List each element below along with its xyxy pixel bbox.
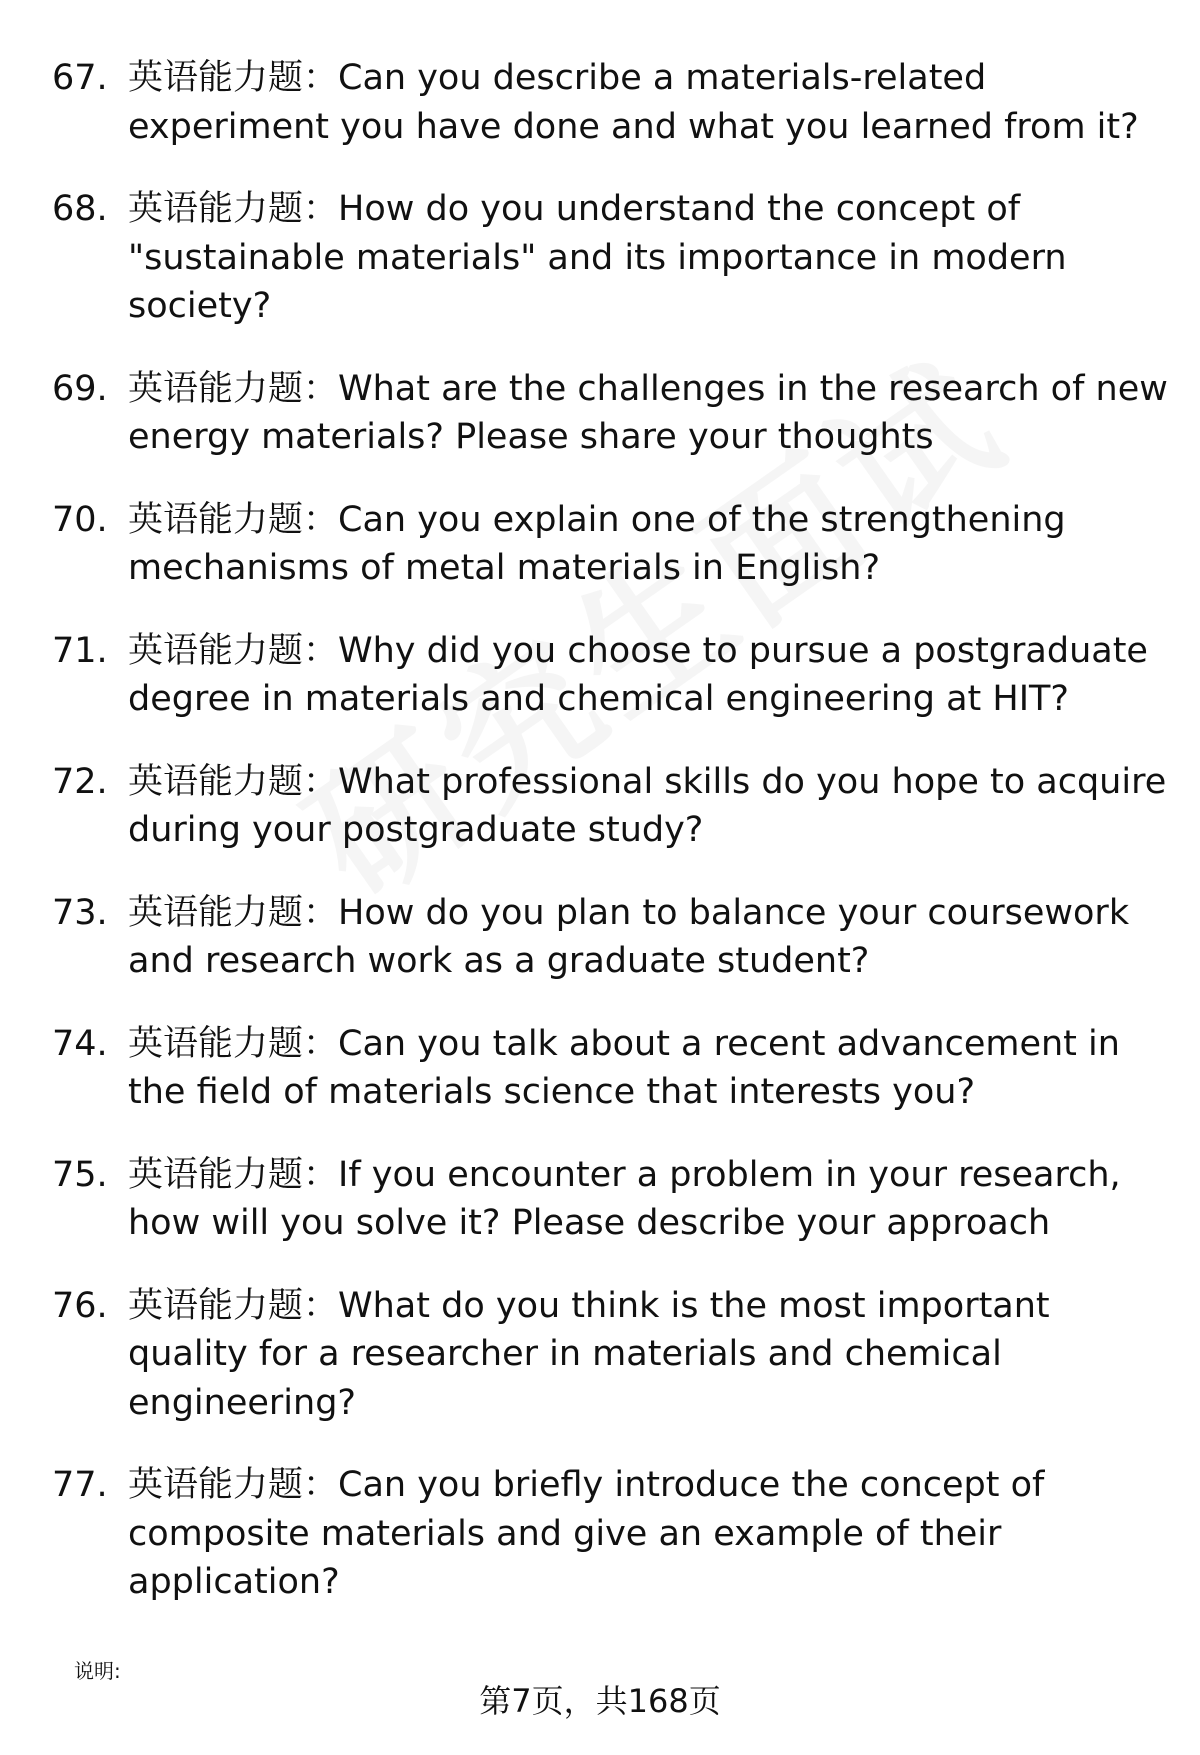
- question-number: 75.: [52, 1154, 108, 1195]
- question-text: Can you talk about a recent advancement in the field of materials science that interests you?: [128, 1023, 1120, 1112]
- question-list: [0, 54, 1200, 1641]
- page-number: 第7页，共168页: [479, 1682, 721, 1720]
- question-category: 英语能力题：: [128, 189, 339, 229]
- question-number: 76.: [52, 1285, 108, 1326]
- question-text: What do you think is the most important quality for a researcher in materials and chemical engineering?: [128, 1285, 1050, 1423]
- question-number: 73.: [52, 892, 108, 933]
- question-item: [0, 1461, 1200, 1607]
- question-number: 70.: [52, 499, 108, 540]
- question-category: 英语能力题：: [128, 1154, 339, 1195]
- question-category: 英语能力题：: [128, 368, 339, 409]
- question-category: 英语能力题：: [128, 1285, 339, 1326]
- question-text: What are the challenges in the research of new energy materials? Please share your thoughts: [128, 368, 1168, 457]
- footer-note: 说明:: [74, 1659, 121, 1683]
- question-number: 74.: [52, 1023, 108, 1064]
- question-text: Can you describe a materials-related experiment you have done and what you learned from it?: [128, 58, 1139, 147]
- question-text: How do you understand the concept of "sustainable materials" and its importance in modern society?: [128, 189, 1067, 326]
- question-item: [0, 889, 1200, 986]
- question-number: 68.: [52, 189, 108, 229]
- question-category: 英语能力题：: [128, 1023, 339, 1064]
- question-text: Can you explain one of the strengthening mechanisms of metal materials in English?: [128, 499, 1066, 588]
- question-text: What professional skills do you hope to acquire during your postgraduate study?: [128, 761, 1167, 850]
- question-category: 英语能力题：: [128, 892, 339, 933]
- question-text: Why did you choose to pursue a postgraduate degree in materials and chemical engineering at HIT?: [128, 630, 1148, 719]
- question-category: 英语能力题：: [128, 630, 339, 671]
- question-item: [0, 758, 1200, 855]
- question-category: 英语能力题：: [128, 499, 339, 540]
- question-number: 69.: [52, 368, 108, 409]
- question-item: [0, 365, 1200, 462]
- question-text: Can you briefly introduce the concept of composite materials and give an example of their application?: [128, 1465, 1045, 1602]
- question-number: 67.: [52, 58, 108, 98]
- question-item: [0, 1151, 1200, 1248]
- question-item: [0, 54, 1200, 151]
- question-category: 英语能力题：: [128, 761, 339, 802]
- question-item: [0, 1020, 1200, 1117]
- question-number: 71.: [52, 630, 108, 671]
- question-text: How do you plan to balance your coursework and research work as a graduate student?: [128, 892, 1130, 981]
- question-number: 72.: [52, 761, 108, 802]
- question-item: [0, 185, 1200, 331]
- question-item: [0, 496, 1200, 593]
- question-number: 77.: [52, 1465, 108, 1505]
- question-category: 英语能力题：: [128, 1465, 339, 1505]
- question-item: [0, 1282, 1200, 1428]
- question-text: If you encounter a problem in your research, how will you solve it? Please describe your approach: [128, 1154, 1121, 1243]
- question-category: 英语能力题：: [128, 58, 339, 98]
- question-item: [0, 627, 1200, 724]
